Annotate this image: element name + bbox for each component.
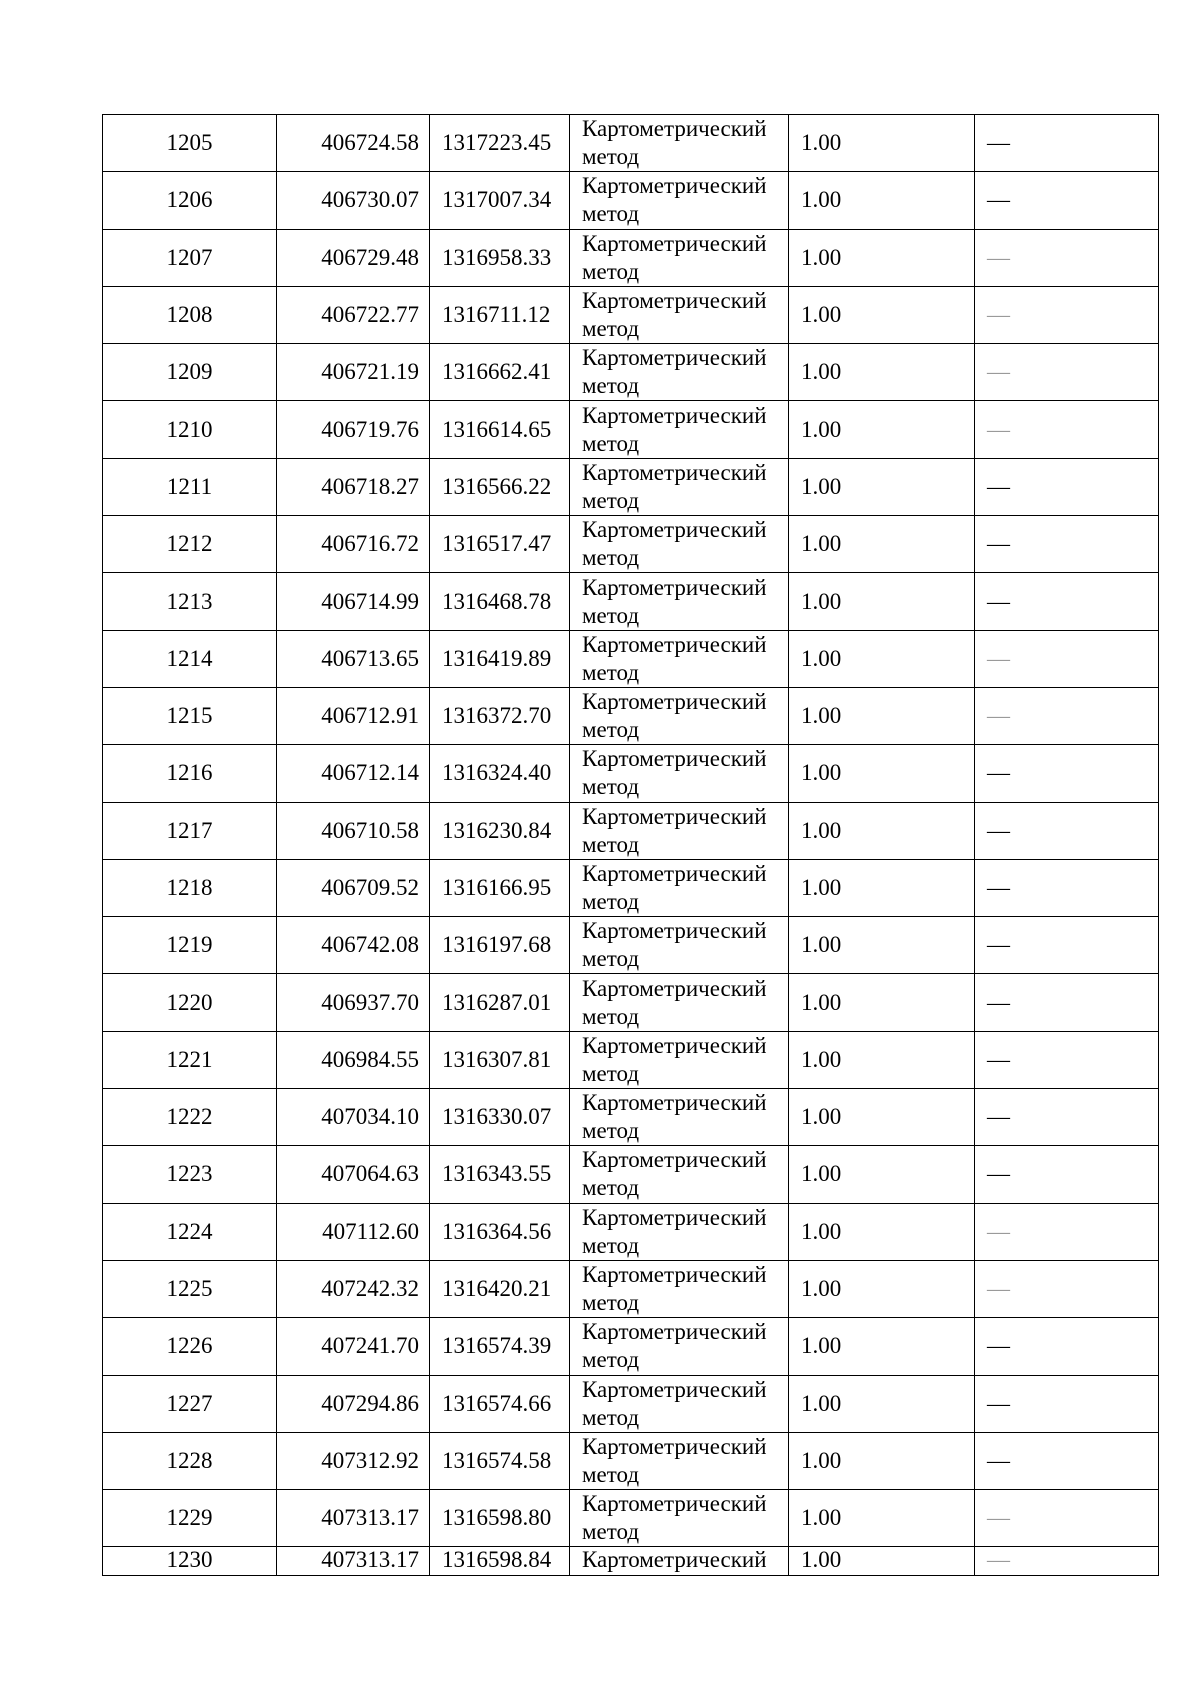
method-line-1: Картометрический [582,517,767,543]
method-line-1: Картометрический [582,345,767,371]
coordinate-x: 406713.65 [277,630,430,687]
coordinate-x: 407034.10 [277,1089,430,1146]
method-line-2: метод [582,1519,640,1545]
dash-placeholder: — [987,1447,1010,1473]
coordinate-x: 407313.17 [277,1490,430,1547]
accuracy-value: 1.00 [789,1318,975,1375]
method-line-2: метод [582,774,640,800]
description-cell [975,229,1159,286]
method-line-2: метод [582,1347,640,1373]
accuracy-value: 1.00 [789,344,975,401]
method-line-1: Картометрический [582,1433,767,1459]
coordinate-x: 406709.52 [277,859,430,916]
method-cell [570,1375,789,1432]
table-row [103,745,1159,802]
point-number: 1209 [103,344,277,401]
coordinate-x: 406729.48 [277,229,430,286]
dash-placeholder: — [987,416,1010,442]
table-row [103,344,1159,401]
accuracy-value: 1.00 [789,516,975,573]
method-line-1: Картометрический [582,230,767,256]
method-line-1: Картометрический [582,459,767,485]
accuracy-value: 1.00 [789,1547,975,1576]
coordinate-x: 406730.07 [277,172,430,229]
accuracy-value: 1.00 [789,115,975,172]
description-cell [975,573,1159,630]
method-line-1: Картометрический [582,116,767,142]
table-row [103,1260,1159,1317]
method-line-1: Картометрический [582,1319,767,1345]
dash-placeholder: — [987,302,1010,328]
method-line-2: метод [582,1003,640,1029]
table-row [103,1547,1159,1576]
dash-placeholder: — [987,1104,1010,1130]
accuracy-value: 1.00 [789,1146,975,1203]
method-cell [570,229,789,286]
table-row [103,229,1159,286]
description-cell [975,859,1159,916]
point-number: 1219 [103,917,277,974]
point-number: 1230 [103,1547,277,1576]
coordinate-x: 406714.99 [277,573,430,630]
accuracy-value: 1.00 [789,1203,975,1260]
method-line-1: Картометрический [582,1204,767,1230]
table-row [103,172,1159,229]
accuracy-value: 1.00 [789,974,975,1031]
description-cell [975,458,1159,515]
coordinate-y: 1316364.56 [430,1203,570,1260]
coordinate-x: 407112.60 [277,1203,430,1260]
method-line-1: Картометрический [582,402,767,428]
description-cell [975,1490,1159,1547]
coordinate-y: 1316468.78 [430,573,570,630]
method-cell [570,1146,789,1203]
point-number: 1214 [103,630,277,687]
method-line-1: Картометрический [582,918,767,944]
method-line-2: метод [582,201,640,227]
table-row [103,458,1159,515]
accuracy-value: 1.00 [789,401,975,458]
dash-placeholder: — [987,130,1010,156]
dash-placeholder: — [987,1333,1010,1359]
method-cell [570,286,789,343]
dash-placeholder: — [987,760,1010,786]
description-cell [975,1203,1159,1260]
dash-placeholder: — [987,1218,1010,1244]
method-line-2: метод [582,1404,640,1430]
accuracy-value: 1.00 [789,859,975,916]
coordinate-x: 407312.92 [277,1432,430,1489]
dash-placeholder: — [987,817,1010,843]
description-cell [975,172,1159,229]
coordinate-x: 406724.58 [277,115,430,172]
coordinate-y: 1316324.40 [430,745,570,802]
accuracy-value: 1.00 [789,1432,975,1489]
table-row [103,630,1159,687]
method-line-2: метод [582,946,640,972]
method-line-2: метод [582,1290,640,1316]
method-line-1: Картометрический [582,1262,767,1288]
description-cell [975,1089,1159,1146]
method-line-2: метод [582,144,640,170]
method-line-1: Картометрический [582,975,767,1001]
point-number: 1224 [103,1203,277,1260]
accuracy-value: 1.00 [789,745,975,802]
method-line-2: метод [582,1232,640,1258]
point-number: 1205 [103,115,277,172]
accuracy-value: 1.00 [789,172,975,229]
coordinate-x: 406937.70 [277,974,430,1031]
description-cell [975,630,1159,687]
coordinate-y: 1316662.41 [430,344,570,401]
method-cell [570,1490,789,1547]
method-line-2: метод [582,602,640,628]
dash-placeholder: — [987,1046,1010,1072]
point-number: 1208 [103,286,277,343]
description-cell [975,687,1159,744]
dash-placeholder: — [987,1276,1010,1302]
dash-placeholder: — [987,187,1010,213]
point-number: 1228 [103,1432,277,1489]
dash-placeholder: — [987,989,1010,1015]
point-number: 1221 [103,1031,277,1088]
point-number: 1210 [103,401,277,458]
table-row [103,1490,1159,1547]
coordinate-x: 407241.70 [277,1318,430,1375]
dash-placeholder: — [987,1390,1010,1416]
method-cell [570,1547,789,1576]
point-number: 1216 [103,745,277,802]
table-row [103,115,1159,172]
point-number: 1223 [103,1146,277,1203]
table-row [103,1203,1159,1260]
table-row [103,401,1159,458]
coordinate-x: 406984.55 [277,1031,430,1088]
coordinate-y: 1316574.58 [430,1432,570,1489]
table-row [103,286,1159,343]
method-cell [570,859,789,916]
coordinate-y: 1316230.84 [430,802,570,859]
dash-placeholder: — [987,531,1010,557]
point-number: 1222 [103,1089,277,1146]
coordinate-y: 1317223.45 [430,115,570,172]
method-line-1: Картометрический [582,173,767,199]
coordinate-x: 406719.76 [277,401,430,458]
method-cell [570,1031,789,1088]
coordinate-x: 406716.72 [277,516,430,573]
table-row [103,917,1159,974]
coordinate-y: 1316330.07 [430,1089,570,1146]
table-row [103,687,1159,744]
method-line-2: метод [582,717,640,743]
method-line-1: Картометрический [582,1147,767,1173]
coordinate-y: 1316598.84 [430,1547,570,1576]
dash-placeholder: — [987,473,1010,499]
method-cell [570,115,789,172]
table-row [103,573,1159,630]
method-cell [570,1089,789,1146]
method-line-1: Картометрический [582,1090,767,1116]
method-cell [570,1432,789,1489]
table-row [103,974,1159,1031]
coordinate-x: 407294.86 [277,1375,430,1432]
description-cell [975,516,1159,573]
method-line-2: метод [582,430,640,456]
method-line-2: метод [582,1060,640,1086]
accuracy-value: 1.00 [789,573,975,630]
coordinate-y: 1316574.39 [430,1318,570,1375]
dash-placeholder: — [987,645,1010,671]
coordinate-x: 407313.17 [277,1547,430,1576]
method-line-1: Картометрический [582,1547,767,1573]
dash-placeholder: — [987,1161,1010,1187]
coordinate-y: 1316166.95 [430,859,570,916]
description-cell [975,745,1159,802]
coordinate-y: 1316574.66 [430,1375,570,1432]
dash-placeholder: — [987,1505,1010,1531]
method-line-2: метод [582,831,640,857]
description-cell [975,1031,1159,1088]
method-line-2: метод [582,316,640,342]
coordinate-y: 1316419.89 [430,630,570,687]
description-cell [975,1375,1159,1432]
dash-placeholder: — [987,359,1010,385]
method-cell [570,1203,789,1260]
method-cell [570,344,789,401]
method-line-1: Картометрический [582,631,767,657]
description-cell [975,917,1159,974]
method-line-2: метод [582,889,640,914]
coordinate-y: 1316517.47 [430,516,570,573]
point-number: 1212 [103,516,277,573]
description-cell [975,344,1159,401]
method-line-1: Картометрический [582,1032,767,1058]
description-cell [975,1318,1159,1375]
method-cell [570,573,789,630]
coordinate-y: 1316711.12 [430,286,570,343]
method-line-2: метод [582,1175,640,1201]
accuracy-value: 1.00 [789,1031,975,1088]
coordinate-x: 406742.08 [277,917,430,974]
description-cell [975,1146,1159,1203]
coordinate-x: 406712.14 [277,745,430,802]
method-cell [570,974,789,1031]
table-body [103,115,1159,1576]
accuracy-value: 1.00 [789,458,975,515]
point-number: 1215 [103,687,277,744]
table-row [103,1031,1159,1088]
coordinate-x: 406718.27 [277,458,430,515]
coordinate-y: 1316614.65 [430,401,570,458]
table-row [103,859,1159,916]
coordinate-y: 1316287.01 [430,974,570,1031]
point-number: 1220 [103,974,277,1031]
coordinate-y: 1316307.81 [430,1031,570,1088]
accuracy-value: 1.00 [789,687,975,744]
accuracy-value: 1.00 [789,286,975,343]
table-row [103,1318,1159,1375]
method-line-2: метод [582,373,640,399]
method-line-1: Картометрический [582,803,767,829]
method-cell [570,1318,789,1375]
point-number: 1217 [103,802,277,859]
accuracy-value: 1.00 [789,1089,975,1146]
description-cell [975,1432,1159,1489]
table-row [103,1146,1159,1203]
method-line-2: метод [582,258,640,284]
coordinates-table [102,114,1159,1576]
method-line-1: Картометрический [582,746,767,772]
accuracy-value: 1.00 [789,1490,975,1547]
table-row [103,1089,1159,1146]
method-line-1: Картометрический [582,861,767,886]
method-line-2: метод [582,545,640,571]
point-number: 1227 [103,1375,277,1432]
method-cell [570,458,789,515]
description-cell [975,974,1159,1031]
table-row [103,516,1159,573]
table-row [103,1432,1159,1489]
coordinate-y: 1316420.21 [430,1260,570,1317]
coordinate-y: 1316343.55 [430,1146,570,1203]
point-number: 1206 [103,172,277,229]
point-number: 1207 [103,229,277,286]
point-number: 1218 [103,859,277,916]
accuracy-value: 1.00 [789,917,975,974]
coordinate-x: 407064.63 [277,1146,430,1203]
description-cell [975,802,1159,859]
coordinate-y: 1316566.22 [430,458,570,515]
accuracy-value: 1.00 [789,229,975,286]
method-line-2: метод [582,487,640,513]
dash-placeholder: — [987,932,1010,958]
coordinate-x: 406721.19 [277,344,430,401]
dash-placeholder: — [987,244,1010,270]
method-cell [570,172,789,229]
method-line-2: метод [582,1118,640,1144]
method-line-1: Картометрический [582,689,767,715]
method-cell [570,630,789,687]
method-cell [570,745,789,802]
dash-placeholder: — [987,1547,1010,1573]
coordinate-y: 1317007.34 [430,172,570,229]
description-cell [975,401,1159,458]
description-cell [975,1547,1159,1576]
method-cell [570,917,789,974]
method-cell [570,516,789,573]
description-cell [975,115,1159,172]
accuracy-value: 1.00 [789,1260,975,1317]
method-line-2: метод [582,659,640,685]
coordinate-x: 406712.91 [277,687,430,744]
method-cell [570,802,789,859]
table-row [103,1375,1159,1432]
coordinate-y: 1316598.80 [430,1490,570,1547]
coordinate-y: 1316372.70 [430,687,570,744]
point-number: 1213 [103,573,277,630]
dash-placeholder: — [987,588,1010,614]
coordinate-x: 406710.58 [277,802,430,859]
accuracy-value: 1.00 [789,802,975,859]
coordinate-y: 1316958.33 [430,229,570,286]
accuracy-value: 1.00 [789,1375,975,1432]
method-cell [570,687,789,744]
method-line-1: Картометрический [582,288,767,314]
table-row [103,802,1159,859]
method-cell [570,401,789,458]
dash-placeholder: — [987,703,1010,729]
method-cell [570,1260,789,1317]
method-line-1: Картометрический [582,1376,767,1402]
method-line-2: метод [582,1461,640,1487]
point-number: 1229 [103,1490,277,1547]
method-line-1: Картометрический [582,574,767,600]
coordinate-y: 1316197.68 [430,917,570,974]
description-cell [975,286,1159,343]
point-number: 1211 [103,458,277,515]
method-line-1: Картометрический [582,1491,767,1517]
description-cell [975,1260,1159,1317]
point-number: 1225 [103,1260,277,1317]
accuracy-value: 1.00 [789,630,975,687]
point-number: 1226 [103,1318,277,1375]
coordinate-x: 406722.77 [277,286,430,343]
dash-placeholder: — [987,875,1010,900]
coordinate-x: 407242.32 [277,1260,430,1317]
